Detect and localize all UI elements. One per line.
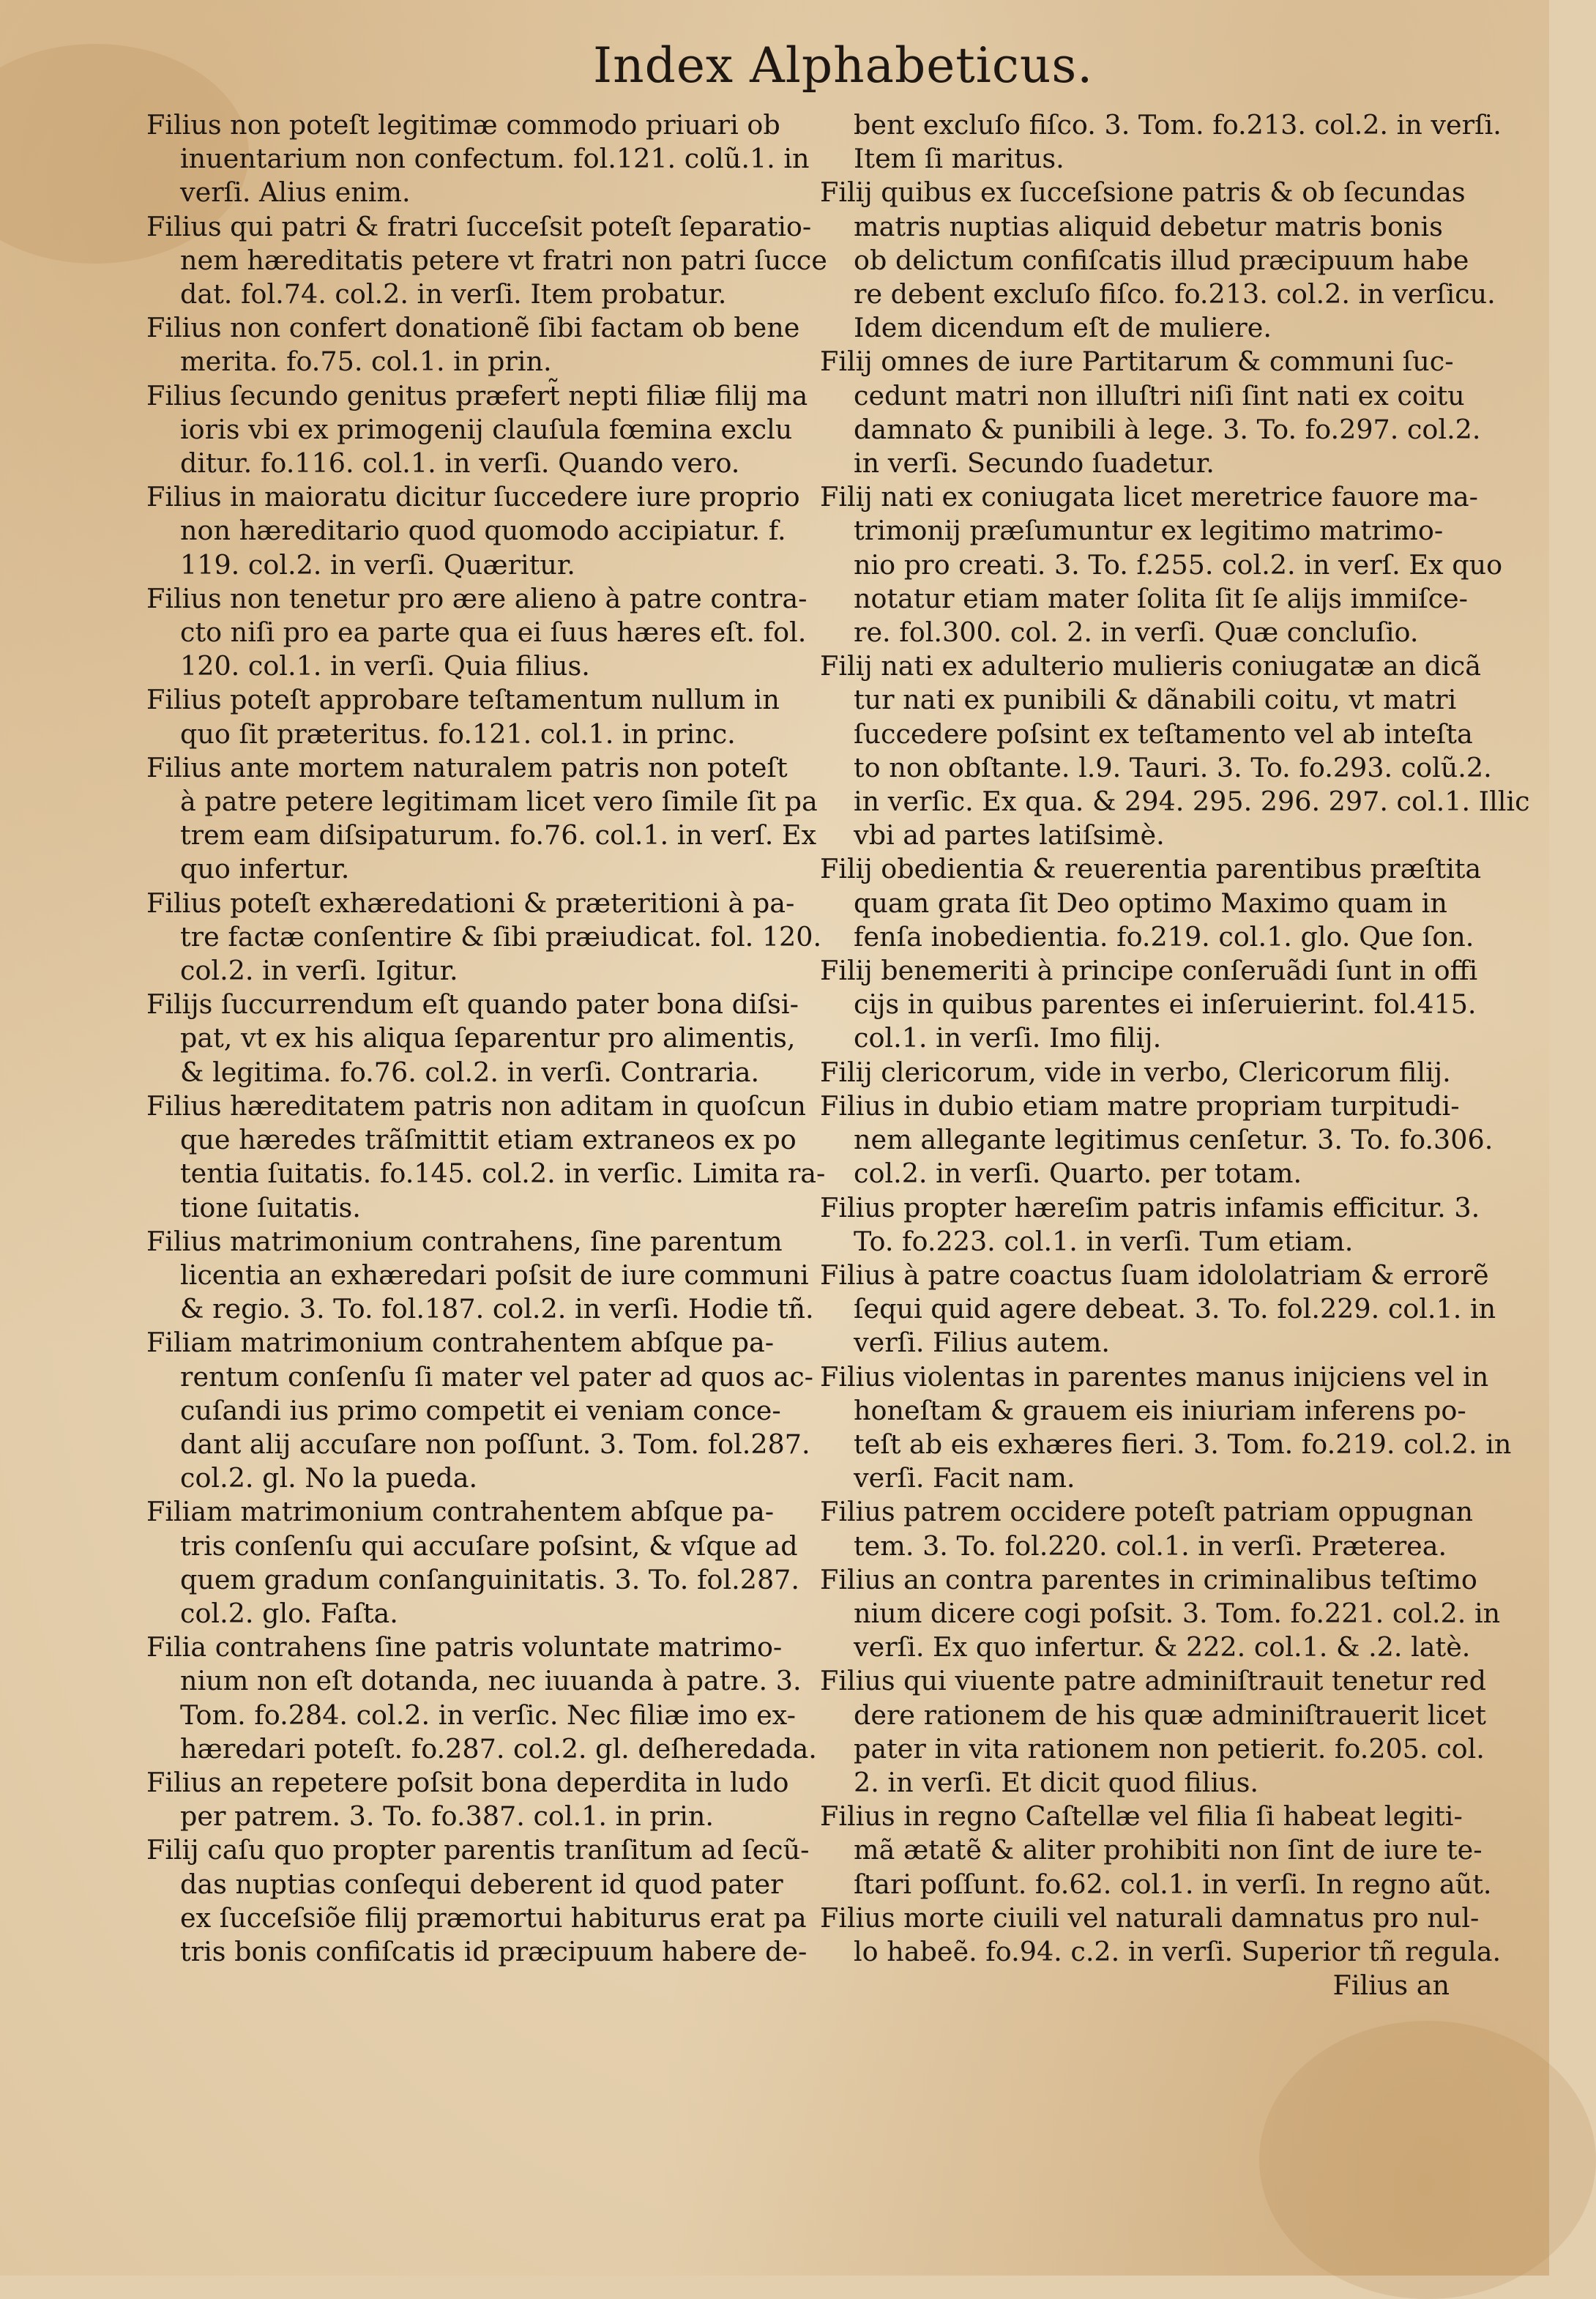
index-entry [820, 1800, 1492, 1901]
entry-line: ſuccedere poſsint ex teſtamento vel ab inteſta [854, 718, 1473, 750]
index-entry [146, 1326, 813, 1495]
index-entry [820, 1089, 1494, 1191]
entry-line: non hæreditario quod quomodo accipiatur. f. [180, 515, 786, 547]
entry-line: tris bonis confiſcatis id præcipuum habere de- [180, 1935, 808, 1967]
entry-line: Filius propter hæreſim patris infamis efficitur. 3. [820, 1191, 1480, 1223]
entry-line: Filia contrahens ſine patris voluntate matrimo- [146, 1631, 783, 1663]
entry-line: tris conſenſu qui accuſare poſsint, & vſque ad [180, 1529, 798, 1562]
entry-line: Filij omnes de iure Partitarum & communi ſuc- [820, 346, 1454, 378]
entry-line: Filij quibus ex ſucceſsione patris & ob ſecundas [820, 176, 1466, 209]
entry-line: nium non eſt dotanda, nec iuuanda à patre. 3. [180, 1665, 802, 1697]
entry-line: verſi. Alius enim. [180, 176, 411, 209]
entry-line: tentia ſuitatis. fo.145. col.2. in verſic. Limita ra- [180, 1158, 826, 1190]
entry-line: trem eam diſsipaturum. fo.76. col.1. in verſ. Ex [180, 819, 817, 852]
entry-line: & regio. 3. To. fol.187. col.2. in verſi. Hodie tñ. [180, 1293, 814, 1325]
entry-line: 2. in verſi. Et dicit quod filius. [854, 1766, 1258, 1798]
entry-line: cto niſi pro ea parte qua ei ſuus hæres eſt. fol. [180, 616, 807, 649]
entry-line: tem. 3. To. fol.220. col.1. in verſi. Præterea. [854, 1529, 1447, 1562]
entry-line: Filius à patre coactus ſuam idololatriam & errorẽ [820, 1259, 1489, 1291]
entry-line: ditur. fo.116. col.1. in verſi. Quando vero. [180, 447, 740, 480]
catchword: Filius an [1332, 1970, 1450, 2002]
entry-line: Filiam matrimonium contrahentem abſque pa- [146, 1327, 775, 1359]
entry-line: Filius an repetere poſsit bona deperdita in ludo [146, 1766, 789, 1798]
entry-line: inuentarium non confectum. fol.121. colũ.1. in [180, 143, 810, 175]
index-entry [820, 1563, 1501, 1665]
entry-line: Filius matrimonium contrahens, ſine parentum [146, 1225, 783, 1257]
entry-line: Filij nati ex adulterio mulieris coniugatæ an dicã [820, 650, 1481, 682]
entry-line: tre factæ conſentire & ſibi præiudicat. fol. 120. [180, 920, 822, 953]
entry-line: Filius patrem occidere poteſt patriam oppugnan [820, 1496, 1474, 1528]
entry-line: nium dicere cogi poſsit. 3. Tom. fo.221. col.2. in [854, 1597, 1501, 1629]
index-entry [146, 887, 822, 988]
entry-line: bent excluſo fiſco. 3. Tom. fo.213. col.2. in verſi. [854, 109, 1502, 141]
entry-line: licentia an exhæredari poſsit de iure communi [180, 1259, 809, 1291]
index-entry [820, 649, 1530, 852]
index-entry [146, 1495, 799, 1631]
index-entry [820, 480, 1503, 649]
entry-line: ioris vbi ex primogenij clauſula fœmina exclu [180, 413, 793, 445]
entry-line: verſi. Facit nam. [854, 1462, 1075, 1494]
entry-line: quam grata ſit Deo optimo Maximo quam in [854, 887, 1447, 919]
entry-line: Filius non confert donationẽ ſibi factam ob bene [146, 312, 800, 344]
index-entry [820, 108, 1502, 176]
entry-line: col.2. in verſi. Igitur. [180, 955, 458, 987]
entry-line: re debent excluſo fiſco. fo.213. col.2. in verſicu. [854, 278, 1496, 310]
entry-line: cijs in quibus parentes ei inſeruierint. fol.415. [854, 988, 1477, 1021]
entry-line: Filius morte ciuili vel naturali damnatus pro nul- [820, 1901, 1480, 1934]
entry-line: rentum conſenſu ſi mater vel pater ad quos ac- [180, 1360, 813, 1393]
entry-line: in verſic. Ex qua. & 294. 295. 296. 297. col.1. Illic [854, 786, 1530, 818]
entry-line: tione ſuitatis. [180, 1191, 361, 1223]
entry-line: notatur etiam mater ſolita ſit ſe alijs immiſce- [854, 582, 1468, 614]
entry-line: matris nuptias aliquid debetur matris bonis [854, 210, 1443, 242]
entry-line: nem allegante legitimus cenſetur. 3. To. fo.306. [854, 1124, 1494, 1156]
index-entry [146, 1833, 810, 1969]
entry-line: ex ſucceſsiõe filij præmortui habiturus erat pa [180, 1901, 807, 1934]
entry-line: à patre petere legitimam licet vero ſimile ſit pa [180, 786, 818, 818]
index-entry [146, 988, 799, 1089]
entry-line: tur nati ex punibili & dãnabili coitu, vt matri [854, 684, 1457, 716]
index-entry [146, 108, 810, 210]
entry-line: damnato & punibili à lege. 3. To. fo.297. col.2. [854, 413, 1481, 445]
entry-line: Filius non tenetur pro ære alieno à patre contra- [146, 582, 808, 614]
index-entry [820, 1191, 1480, 1259]
index-entry [146, 1631, 817, 1766]
entry-line: hæredari poteſt. fo.287. col.2. gl. deſheredada. [180, 1732, 817, 1765]
entry-line: To. fo.223. col.1. in verſi. Tum etiam. [854, 1225, 1354, 1257]
index-entry [820, 852, 1482, 954]
entry-line: ſtari poſſunt. fo.62. col.1. in verſi. In regno aũt. [854, 1868, 1492, 1900]
entry-line: Filius in dubio etiam matre propriam turpitudi- [820, 1089, 1460, 1122]
index-entry [146, 379, 808, 481]
index-entry [146, 1225, 814, 1327]
entry-line: col.1. in verſi. Imo filij. [854, 1022, 1162, 1054]
entry-line: quo infertur. [180, 853, 350, 885]
entry-line: per patrem. 3. To. fo.387. col.1. in prin. [180, 1800, 714, 1833]
index-entry [146, 311, 800, 379]
entry-line: Filius qui viuente patre adminiſtrauit tenetur red [820, 1665, 1487, 1697]
index-entry [820, 1664, 1487, 1800]
entry-line: Filij benemeriti à principe conſeruãdi ſunt in offi [820, 955, 1478, 987]
entry-line: re. fol.300. col. 2. in verſi. Quæ concluſio. [854, 616, 1419, 649]
entry-line: Idem dicendum eſt de muliere. [854, 312, 1272, 344]
entry-line: nio pro creati. 3. To. f.255. col.2. in verſ. Ex quo [854, 548, 1503, 581]
entry-line: Filijs ſuccurrendum eſt quando pater bona diſsi- [146, 988, 799, 1021]
index-entry [146, 751, 818, 887]
index-entry [820, 954, 1478, 1056]
entry-line: 119. col.2. in verſi. Quæritur. [180, 548, 575, 581]
entry-line: cedunt matri non illuſtri niſi ſint nati ex coitu [854, 379, 1465, 411]
entry-line: lo habeẽ. fo.94. c.2. in verſi. Superior tñ regula. [854, 1935, 1502, 1967]
entry-line: to non obſtante. l.9. Tauri. 3. To. fo.293. colũ.2. [854, 751, 1492, 783]
entry-line: Filiam matrimonium contrahentem abſque pa- [146, 1496, 775, 1528]
index-entry [820, 345, 1481, 480]
age-stain [1259, 2021, 1596, 2299]
entry-line: verſi. Filius autem. [854, 1327, 1110, 1359]
entry-line: merita. fo.75. col.1. in prin. [180, 346, 552, 378]
entry-line: Filius in regno Caſtellæ vel filia ſi habeat legiti- [820, 1800, 1463, 1833]
entry-line: mã ætatẽ & aliter prohibiti non ſint de iure te- [854, 1834, 1483, 1866]
entry-line: quo ſit præteritus. fo.121. col.1. in princ. [180, 718, 736, 750]
entry-line: in verſi. Secundo ſuadetur. [854, 447, 1215, 480]
entry-line: Item ſi maritus. [854, 143, 1064, 175]
entry-line: vbi ad partes latiſsimè. [854, 819, 1165, 852]
entry-line: Filius in maioratu dicitur ſuccedere iure proprio [146, 481, 800, 513]
entry-line: das nuptias conſequi deberent id quod pater [180, 1868, 783, 1900]
index-entry [146, 210, 827, 312]
entry-line: teſt ab eis exhæres fieri. 3. Tom. fo.219. col.2. in [854, 1428, 1512, 1460]
entry-line: quem gradum conſanguinitatis. 3. To. fol.287. [180, 1563, 799, 1595]
index-entry [146, 1766, 791, 1833]
entry-line: Filius poteſt approbare teſtamentum nullum in [146, 684, 780, 716]
index-entry [820, 1360, 1512, 1496]
entry-line: que hæredes trãſmittit etiam extraneos ex po [180, 1124, 797, 1156]
entry-line: trimonij præſumuntur ex legitimo matrimo- [854, 515, 1444, 547]
entry-line: ſequi quid agere debeat. 3. To. fol.229. col.1. in [854, 1293, 1496, 1325]
entry-line: 120. col.1. in verſi. Quia filius. [180, 650, 590, 682]
entry-line: verſi. Ex quo infertur. & 222. col.1. & .2. latè. [854, 1631, 1471, 1663]
entry-line: dere rationem de his quæ adminiſtrauerit licet [854, 1699, 1486, 1731]
entry-line: Filius ante mortem naturalem patris non poteſt [146, 751, 788, 783]
entry-line: Filij nati ex coniugata licet meretrice fauore ma- [820, 481, 1478, 513]
entry-line: Filij obedientia & reuerentia parentibus præſtita [820, 853, 1482, 885]
entry-line: cuſandi ius primo competit ei veniam conce- [180, 1394, 781, 1426]
entry-line: & legitima. fo.76. col.2. in verſi. Contraria. [180, 1056, 760, 1088]
entry-line: col.2. glo. Faſta. [180, 1597, 398, 1629]
entry-line: dant alij accuſare non poſſunt. 3. Tom. fol.287. [180, 1428, 810, 1460]
right-column [820, 108, 1530, 2002]
index-entry [146, 1089, 826, 1225]
entry-line: col.2. in verſi. Quarto. per totam. [854, 1158, 1302, 1190]
entry-line: Filius violentas in parentes manus inijciens vel in [820, 1360, 1489, 1393]
index-entry [146, 480, 800, 582]
index-entry [146, 683, 791, 750]
entry-line: pat, vt ex his aliqua ſeparentur pro alimentis, [180, 1022, 796, 1054]
entry-line: Filij caſu quo propter parentis tranſitum ad ſecũ- [146, 1834, 810, 1866]
index-entry [146, 582, 808, 684]
index-entry [820, 1495, 1474, 1562]
entry-line: pater in vita rationem non petierit. fo.205. col. [854, 1732, 1485, 1765]
left-column [146, 108, 827, 1969]
entry-line: honeſtam & grauem eis iniuriam inferens po- [854, 1394, 1466, 1426]
entry-line: Filius an contra parentes in criminalibus teſtimo [820, 1563, 1477, 1595]
entry-line: dat. fol.74. col.2. in verſi. Item probatur. [180, 278, 727, 310]
entry-line: col.2. gl. No la pueda. [180, 1462, 478, 1494]
entry-line: fenſa inobedientia. fo.219. col.1. glo. Que ſon. [854, 920, 1474, 953]
index-entry [820, 1259, 1496, 1360]
entry-line: Filius ſecundo genitus præfert̃ nepti filiæ filij ma [146, 379, 808, 411]
index-entry [820, 1056, 1450, 1089]
entry-line: Filius hæreditatem patris non aditam in quoſcun [146, 1089, 806, 1122]
entry-line: nem hæreditatis petere vt fratri non patri ſucce [180, 244, 827, 276]
entry-line: Filij clericorum, vide in verbo, Clericorum filij. [820, 1056, 1451, 1088]
index-entry [820, 176, 1496, 345]
entry-line: ob delictum confiſcatis illud præcipuum habe [854, 244, 1469, 276]
entry-line: Filius qui patri & fratri ſucceſsit poteſt ſeparatio- [146, 210, 812, 242]
entry-line: Filius non poteſt legitimæ commodo priuari ob [146, 109, 780, 141]
entry-line: Filius poteſt exhæredationi & præteritioni à pa- [146, 887, 795, 919]
right-column-entries [820, 108, 1530, 1969]
page-header: Index Alphabeticus. [593, 37, 1094, 94]
entry-line: Tom. fo.284. col.2. in verſic. Nec filiæ imo ex- [180, 1699, 796, 1731]
index-entry [820, 1901, 1502, 1969]
